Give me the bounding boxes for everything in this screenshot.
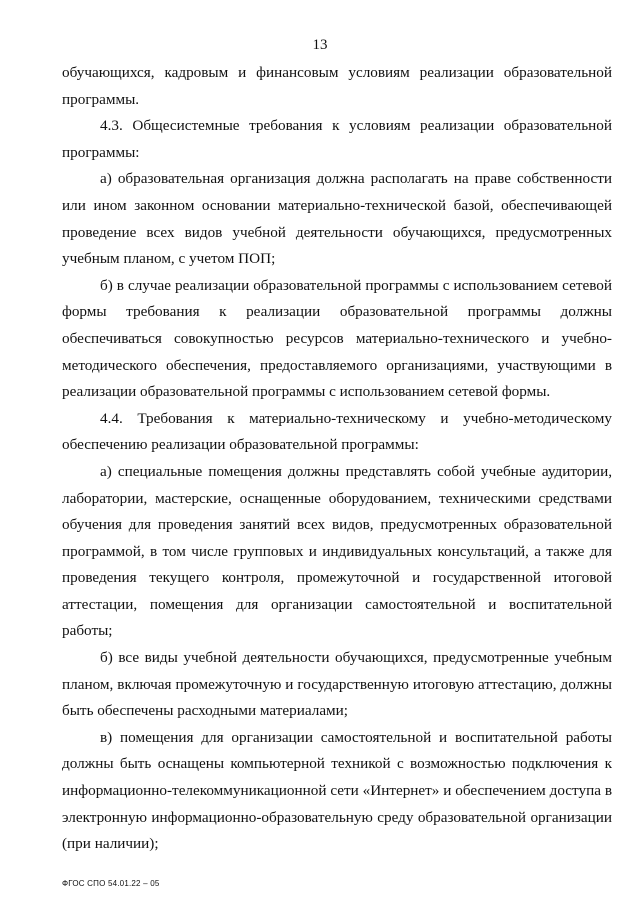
- paragraph-4-4-heading: 4.4. Требования к материально-техническому и учебно-методическому обеспечению реализации образовательной программы:: [62, 409, 612, 454]
- paragraph-4-4-b: б) все виды учебной деятельности обучающихся, предусмотренные учебным планом, включая промежуточную и государственную итоговую аттестацию, должны быть обеспечены расходными материалами;: [62, 649, 612, 720]
- paragraph-4-3-a: а) образовательная организация должна располагать на праве собственности или ином законном основании материально-технической базой, обеспечивающей проведение всех видов учебной деятельности обучающихся, предусмотренных учебным планом, с учетом ПОП;: [62, 170, 612, 268]
- paragraph-4-4-v: в) помещения для организации самостоятельной и воспитательной работы должны быть оснащены компьютерной техникой с возможностью подключения к информационно-телекоммуникационной сети «Интернет» и обеспечением доступа в электронную информационно-образовательную среду образовательной организации (при наличии);: [62, 728, 612, 853]
- paragraph-continuation: обучающихся, кадровым и финансовым условиям реализации образовательной программы.: [62, 64, 612, 108]
- paragraph-4-3-b: б) в случае реализации образовательной программы с использованием сетевой формы требования к реализации образовательной программы должны обеспечиваться совокупностью ресурсов материально-технического и учебно-методического обеспечения, предоставляемого организациями, участвующими в реализации образовательной программы с использованием сетевой формы.: [62, 276, 612, 401]
- document-body: [62, 60, 612, 858]
- document-footer-code: ФГОС СПО 54.01.22 – 05: [62, 879, 160, 888]
- paragraph-4-3-heading: 4.3. Общесистемные требования к условиям реализации образовательной программы:: [62, 117, 612, 161]
- page-number: 13: [312, 37, 328, 53]
- paragraph-4-4-a: а) специальные помещения должны представлять собой учебные аудитории, лаборатории, мастерские, оснащенные оборудованием, техническими средствами обучения для проведения занятий всех видов, предусмотренных образовательной программой, в том числе групповых и индивидуальных консультаций, а также для проведения текущего контроля, промежуточной и государственной итоговой аттестации, помещения для организации самостоятельной и воспитательной работы;: [62, 462, 612, 640]
